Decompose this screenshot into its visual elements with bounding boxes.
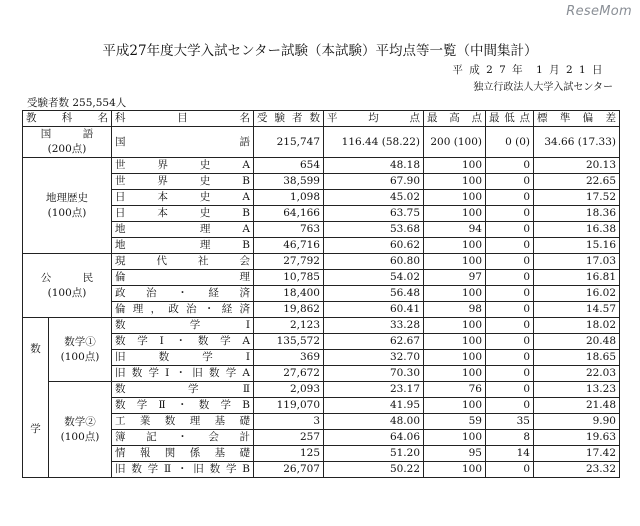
organization: 独立行政法人大学入試センター bbox=[473, 82, 613, 93]
max-cell: 100 bbox=[424, 430, 486, 446]
average-cell: 53.68 bbox=[324, 222, 424, 238]
stddev-cell: 17.03 bbox=[534, 254, 620, 270]
subject-name: 政 治 ・ 経 済 bbox=[112, 286, 254, 302]
examinee-count-cell: 2,123 bbox=[254, 318, 324, 334]
average-cell: 32.70 bbox=[324, 350, 424, 366]
table-row bbox=[23, 430, 620, 446]
table-row bbox=[23, 318, 620, 334]
examinee-count-cell: 27,792 bbox=[254, 254, 324, 270]
group-math1: 数学① (100点) bbox=[49, 318, 112, 382]
examinee-count-cell: 2,093 bbox=[254, 382, 324, 398]
stddev-cell: 18.02 bbox=[534, 318, 620, 334]
header-min: 最 低 点 bbox=[486, 111, 534, 127]
table-row bbox=[23, 270, 620, 286]
examinee-count-cell: 64,166 bbox=[254, 206, 324, 222]
average-cell: 50.22 bbox=[324, 462, 424, 478]
average-cell: 51.20 bbox=[324, 446, 424, 462]
average-cell: 48.18 bbox=[324, 158, 424, 174]
max-cell: 100 bbox=[424, 462, 486, 478]
table-row bbox=[23, 286, 620, 302]
average-cell: 60.41 bbox=[324, 302, 424, 318]
min-cell: 0 bbox=[486, 302, 534, 318]
examinee-count-cell: 257 bbox=[254, 430, 324, 446]
subject-name: 情報関係基礎 bbox=[112, 446, 254, 462]
max-cell: 98 bbox=[424, 302, 486, 318]
examinee-count-cell: 38,599 bbox=[254, 174, 324, 190]
max-cell: 100 bbox=[424, 334, 486, 350]
examinee-count-cell: 369 bbox=[254, 350, 324, 366]
subject-name: 旧数学Ⅱ・旧数学B bbox=[112, 462, 254, 478]
stddev-cell: 15.16 bbox=[534, 238, 620, 254]
subject-name: 数学Ⅰ・数学A bbox=[112, 334, 254, 350]
stddev-cell: 16.81 bbox=[534, 270, 620, 286]
table-row bbox=[23, 190, 620, 206]
max-cell: 59 bbox=[424, 414, 486, 430]
average-cell: 62.67 bbox=[324, 334, 424, 350]
stddev-cell: 20.13 bbox=[534, 158, 620, 174]
table-row bbox=[23, 127, 620, 158]
table-row bbox=[23, 366, 620, 382]
examinee-count-cell: 27,672 bbox=[254, 366, 324, 382]
average-cell: 41.95 bbox=[324, 398, 424, 414]
subject-name: 日 本 史 B bbox=[112, 206, 254, 222]
stddev-cell: 18.36 bbox=[534, 206, 620, 222]
document-title: 平成27年度大学入試センター試験（本試験）平均点等一覧（中間集計） bbox=[102, 43, 538, 59]
examinee-count-cell: 119,070 bbox=[254, 398, 324, 414]
max-cell: 100 bbox=[424, 254, 486, 270]
stddev-cell: 16.38 bbox=[534, 222, 620, 238]
subject-name: 現 代 社 会 bbox=[112, 254, 254, 270]
stddev-cell: 17.52 bbox=[534, 190, 620, 206]
stddev-cell: 19.63 bbox=[534, 430, 620, 446]
subject-name: 数 学 Ⅱ bbox=[112, 382, 254, 398]
max-cell: 100 bbox=[424, 206, 486, 222]
brand-logo: ReseMom bbox=[566, 4, 632, 19]
table-row bbox=[23, 334, 620, 350]
group-suugaku-bottom: 学 bbox=[23, 382, 49, 478]
average-cell: 23.17 bbox=[324, 382, 424, 398]
examinee-count-cell: 215,747 bbox=[254, 127, 324, 158]
table-body bbox=[23, 127, 620, 478]
max-cell: 100 bbox=[424, 350, 486, 366]
min-cell: 0 bbox=[486, 206, 534, 222]
group-kokugo: 国 語 (200点) bbox=[23, 127, 112, 158]
table-row bbox=[23, 222, 620, 238]
group-koumin: 公 民 (100点) bbox=[23, 254, 112, 318]
stddev-cell: 9.90 bbox=[534, 414, 620, 430]
subject-name: 世 界 史 B bbox=[112, 174, 254, 190]
max-cell: 97 bbox=[424, 270, 486, 286]
max-cell: 100 bbox=[424, 366, 486, 382]
average-cell: 54.02 bbox=[324, 270, 424, 286]
examinee-count-cell: 654 bbox=[254, 158, 324, 174]
min-cell: 14 bbox=[486, 446, 534, 462]
average-cell: 116.44 (58.22) bbox=[324, 127, 424, 158]
average-cell: 56.48 bbox=[324, 286, 424, 302]
stddev-cell: 17.42 bbox=[534, 446, 620, 462]
subject-name: 日 本 史 A bbox=[112, 190, 254, 206]
group-suugaku-top: 数 bbox=[23, 318, 49, 382]
subject-name: 地 理 A bbox=[112, 222, 254, 238]
max-cell: 76 bbox=[424, 382, 486, 398]
subject-name: 倫 理 bbox=[112, 270, 254, 286]
subject-name: 数学Ⅱ・数学B bbox=[112, 398, 254, 414]
max-cell: 100 bbox=[424, 174, 486, 190]
max-cell: 100 bbox=[424, 318, 486, 334]
average-cell: 67.90 bbox=[324, 174, 424, 190]
subject-name: 旧 数 学 Ⅰ bbox=[112, 350, 254, 366]
header-subject-area: 教 科 名 bbox=[23, 111, 112, 127]
stddev-cell: 23.32 bbox=[534, 462, 620, 478]
subject-name: 旧数学Ⅰ・旧数学A bbox=[112, 366, 254, 382]
max-cell: 95 bbox=[424, 446, 486, 462]
table-row bbox=[23, 174, 620, 190]
min-cell: 0 bbox=[486, 190, 534, 206]
min-cell: 0 bbox=[486, 334, 534, 350]
min-cell: 35 bbox=[486, 414, 534, 430]
average-cell: 64.06 bbox=[324, 430, 424, 446]
min-cell: 0 bbox=[486, 270, 534, 286]
min-cell: 0 bbox=[486, 350, 534, 366]
table-row bbox=[23, 302, 620, 318]
group-math2: 数学② (100点) bbox=[49, 382, 112, 478]
table-row bbox=[23, 414, 620, 430]
header-max: 最 高 点 bbox=[424, 111, 486, 127]
table-row bbox=[23, 238, 620, 254]
group-chireki: 地理歴史 (100点) bbox=[23, 158, 112, 254]
average-cell: 63.75 bbox=[324, 206, 424, 222]
max-cell: 100 bbox=[424, 158, 486, 174]
max-cell: 100 bbox=[424, 286, 486, 302]
issue-date: 平 成 2 7 年 1 月 2 1 日 bbox=[452, 64, 604, 76]
table-row bbox=[23, 158, 620, 174]
examinee-count-cell: 19,862 bbox=[254, 302, 324, 318]
examinee-count-cell: 125 bbox=[254, 446, 324, 462]
max-cell: 100 bbox=[424, 398, 486, 414]
average-cell: 48.00 bbox=[324, 414, 424, 430]
stddev-cell: 21.48 bbox=[534, 398, 620, 414]
examinee-count-cell: 18,400 bbox=[254, 286, 324, 302]
min-cell: 0 bbox=[486, 174, 534, 190]
table-row bbox=[23, 350, 620, 366]
score-table bbox=[22, 110, 620, 478]
min-cell: 0 bbox=[486, 254, 534, 270]
min-cell: 8 bbox=[486, 430, 534, 446]
min-cell: 0 bbox=[486, 382, 534, 398]
min-cell: 0 bbox=[486, 222, 534, 238]
average-cell: 60.80 bbox=[324, 254, 424, 270]
average-cell: 70.30 bbox=[324, 366, 424, 382]
average-cell: 60.62 bbox=[324, 238, 424, 254]
examinee-count-cell: 26,707 bbox=[254, 462, 324, 478]
examinee-count-cell: 46,716 bbox=[254, 238, 324, 254]
examinee-count: 受験者数 255,554人 bbox=[27, 97, 127, 109]
table-row bbox=[23, 382, 620, 398]
examinee-count-cell: 10,785 bbox=[254, 270, 324, 286]
min-cell: 0 bbox=[486, 462, 534, 478]
subject-name: 国 語 bbox=[112, 127, 254, 158]
subject-name: 簿 記 ・ 会 計 bbox=[112, 430, 254, 446]
examinee-count-cell: 763 bbox=[254, 222, 324, 238]
average-cell: 33.28 bbox=[324, 318, 424, 334]
subject-name: 世 界 史 A bbox=[112, 158, 254, 174]
subject-name: 倫理，政治・経済 bbox=[112, 302, 254, 318]
max-cell: 100 bbox=[424, 238, 486, 254]
header-stddev: 標 準 偏 差 bbox=[534, 111, 620, 127]
min-cell: 0 bbox=[486, 366, 534, 382]
min-cell: 0 bbox=[486, 158, 534, 174]
min-cell: 0 bbox=[486, 318, 534, 334]
table-header-row bbox=[23, 111, 620, 127]
max-cell: 100 bbox=[424, 190, 486, 206]
subject-name: 地 理 B bbox=[112, 238, 254, 254]
stddev-cell: 34.66 (17.33) bbox=[534, 127, 620, 158]
average-cell: 45.02 bbox=[324, 190, 424, 206]
header-examinees: 受験者数 bbox=[254, 111, 324, 127]
examinee-count-cell: 1,098 bbox=[254, 190, 324, 206]
max-cell: 94 bbox=[424, 222, 486, 238]
table-row bbox=[23, 398, 620, 414]
stddev-cell: 20.48 bbox=[534, 334, 620, 350]
max-cell: 200 (100) bbox=[424, 127, 486, 158]
min-cell: 0 bbox=[486, 238, 534, 254]
stddev-cell: 18.65 bbox=[534, 350, 620, 366]
stddev-cell: 13.23 bbox=[534, 382, 620, 398]
table-row bbox=[23, 446, 620, 462]
subject-name: 数 学 Ⅰ bbox=[112, 318, 254, 334]
examinee-count-cell: 3 bbox=[254, 414, 324, 430]
subject-name: 工業数理基礎 bbox=[112, 414, 254, 430]
stddev-cell: 16.02 bbox=[534, 286, 620, 302]
table-row bbox=[23, 254, 620, 270]
stddev-cell: 14.57 bbox=[534, 302, 620, 318]
min-cell: 0 bbox=[486, 286, 534, 302]
stddev-cell: 22.65 bbox=[534, 174, 620, 190]
stddev-cell: 22.03 bbox=[534, 366, 620, 382]
header-average: 平 均 点 bbox=[324, 111, 424, 127]
min-cell: 0 (0) bbox=[486, 127, 534, 158]
examinee-count-cell: 135,572 bbox=[254, 334, 324, 350]
header-subject: 科 目 名 bbox=[112, 111, 254, 127]
table-row bbox=[23, 206, 620, 222]
min-cell: 0 bbox=[486, 398, 534, 414]
table-row bbox=[23, 462, 620, 478]
